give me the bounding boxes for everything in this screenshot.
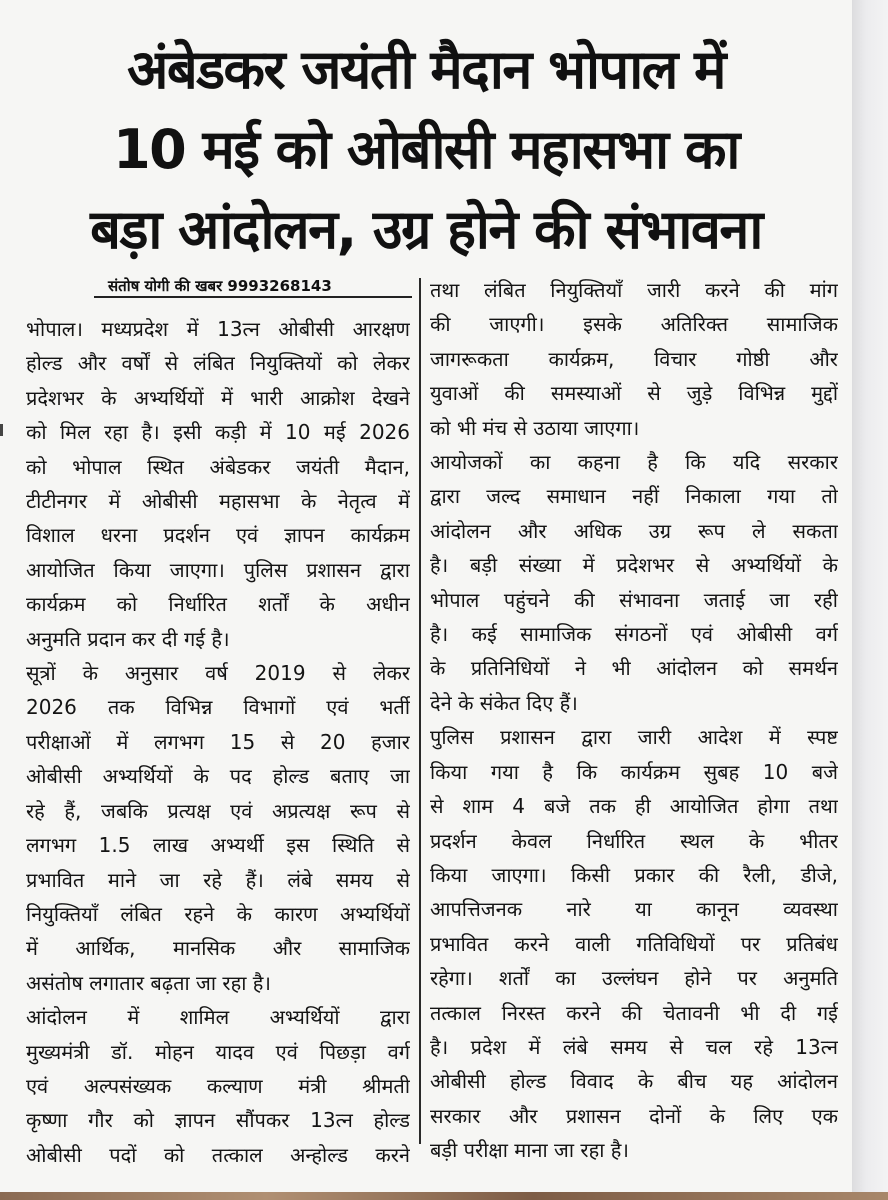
byline: संतोष योगी की खबर 9993268143: [108, 277, 332, 295]
article-line: होल्ड और वर्षों से लंबित नियुक्तियों को लेकर: [26, 351, 410, 376]
article-line: असंतोष लगातार बढ़ता जा रहा है।: [26, 970, 271, 995]
headline-line: अंबेडकर जयंती मैदान भोपाल में: [127, 38, 725, 101]
article-line: 2026 तक विभिन्न विभागों एवं भर्ती: [26, 695, 410, 720]
article-line: आयोजित किया जाएगा। पुलिस प्रशासन द्वारा: [26, 557, 410, 582]
article-line: जागरूकता कार्यक्रम, विचार गोष्ठी और: [430, 346, 838, 371]
article-line: रहेगा। शर्तों का उल्लंघन होने पर अनुमति: [430, 966, 838, 991]
article-line: सरकार और प्रशासन दोनों के लिए एक: [430, 1103, 838, 1128]
article-line: द्वारा जल्द समाधान नहीं निकाला गया तो: [430, 484, 838, 509]
article-line: है। बड़ी संख्या में प्रदेशभर से अभ्यर्थियों के: [430, 553, 838, 578]
article-line: के प्रतिनिधियों ने भी आंदोलन को समर्थन: [430, 656, 838, 681]
article-line: है। प्रदेश में लंबे समय से चल रहे 13त्न: [430, 1034, 838, 1059]
article-line: एवं अल्पसंख्यक कल्याण मंत्री श्रीमती: [26, 1073, 410, 1098]
article-line: भोपाल। मध्यप्रदेश में 13त्न ओबीसी आरक्षण: [26, 317, 410, 341]
article-right-column: [430, 273, 838, 1168]
article-line: किया जाएगा। किसी प्रकार की रैली, डीजे,: [430, 862, 838, 887]
article-line: आंदोलन में शामिल अभ्यर्थियों द्वारा: [26, 1005, 410, 1030]
article-line: रहे हैं, जबकि प्रत्यक्ष एवं अप्रत्यक्ष रूप से: [26, 798, 410, 823]
article-line: को मिल रहा है। इसी कड़ी में 10 मई 2026: [26, 420, 410, 445]
article-line: ओबीसी होल्ड विवाद के बीच यह आंदोलन: [430, 1069, 838, 1094]
article-line: पुलिस प्रशासन द्वारा जारी आदेश में स्पष्ट: [430, 725, 838, 750]
article-line: आंदोलन और अधिक उग्र रूप ले सकता: [430, 518, 838, 543]
table-edge: [0, 1192, 888, 1200]
headline-line: 10 मई को ओबीसी महासभा का: [113, 118, 739, 181]
article-line: परीक्षाओं में लगभग 15 से 20 हजार: [26, 729, 410, 754]
article-line: प्रभावित माने जा रहे हैं। लंबे समय से: [26, 867, 410, 892]
article-line: आयोजकों का कहना है कि यदि सरकार: [430, 450, 838, 475]
article-line: टीटीनगर में ओबीसी महासभा के नेतृत्व में: [26, 489, 410, 514]
article-line: कृष्णा गौर को ज्ञापन सौंपकर 13त्न होल्ड: [26, 1108, 410, 1133]
article-line: बड़ी परीक्षा माना जा रहा है।: [430, 1138, 629, 1163]
headline: [8, 30, 844, 270]
article-line: प्रदर्शन केवल निर्धारित स्थल के भीतर: [430, 828, 838, 853]
article-line: है। कई सामाजिक संगठनों एवं ओबीसी वर्ग: [430, 622, 838, 647]
article-line: से शाम 4 बजे तक ही आयोजित होगा तथा: [430, 794, 838, 819]
article-line: को भोपाल स्थित अंबेडकर जयंती मैदान,: [26, 454, 410, 479]
article-line: लगभग 1.5 लाख अभ्यर्थी इस स्थिति से: [26, 833, 410, 858]
article-left-column: [26, 312, 410, 1172]
article-line: ओबीसी पदों को तत्काल अन्होल्ड करने: [26, 1142, 410, 1167]
headline-line: बड़ा आंदोलन, उग्र होने की संभावना: [90, 198, 762, 261]
article-line: विशाल धरना प्रदर्शन एवं ज्ञापन कार्यक्रम: [26, 523, 410, 548]
article-line: मुख्यमंत्री डॉ. मोहन यादव एवं पिछड़ा वर्ग: [26, 1039, 410, 1064]
article-line: की जाएगी। इसके अतिरिक्त सामाजिक: [430, 312, 838, 337]
article-line: सूत्रों के अनुसार वर्ष 2019 से लेकर: [26, 661, 410, 686]
article-line: किया गया है कि कार्यक्रम सुबह 10 बजे: [430, 759, 838, 784]
article-line: ओबीसी अभ्यर्थियों के पद होल्ड बताए जा: [26, 764, 410, 789]
article-line: युवाओं की समस्याओं से जुड़े विभिन्न मुद्दों: [430, 381, 838, 406]
background-strip: [852, 0, 888, 1200]
byline-rule: [94, 296, 412, 298]
column-divider: [419, 278, 421, 1144]
article-line: तत्काल निरस्त करने की चेतावनी भी दी गई: [430, 1000, 838, 1025]
article-line: तथा लंबित नियुक्तियाँ जारी करने की मांग: [430, 278, 838, 302]
article-line: प्रभावित करने वाली गतिविधियों पर प्रतिबंध: [430, 931, 838, 956]
edge-mark: [0, 424, 3, 436]
article-line: कार्यक्रम को निर्धारित शर्तों के अधीन: [26, 592, 410, 617]
article-line: प्रदेशभर के अभ्यर्थियों में भारी आक्रोश देखने: [26, 385, 410, 410]
article-line: अनुमति प्रदान कर दी गई है।: [26, 626, 230, 651]
article-line: नियुक्तियाँ लंबित रहने के कारण अभ्यर्थियों: [26, 901, 410, 926]
article-line: भोपाल पहुंचने की संभावना जताई जा रही: [430, 587, 838, 612]
article-line: देने के संकेत दिए हैं।: [430, 690, 578, 715]
article-line: आपत्तिजनक नारे या कानून व्यवस्था: [430, 897, 838, 922]
article-line: को भी मंच से उठाया जाएगा।: [430, 415, 640, 440]
article-line: में आर्थिक, मानसिक और सामाजिक: [26, 936, 410, 961]
